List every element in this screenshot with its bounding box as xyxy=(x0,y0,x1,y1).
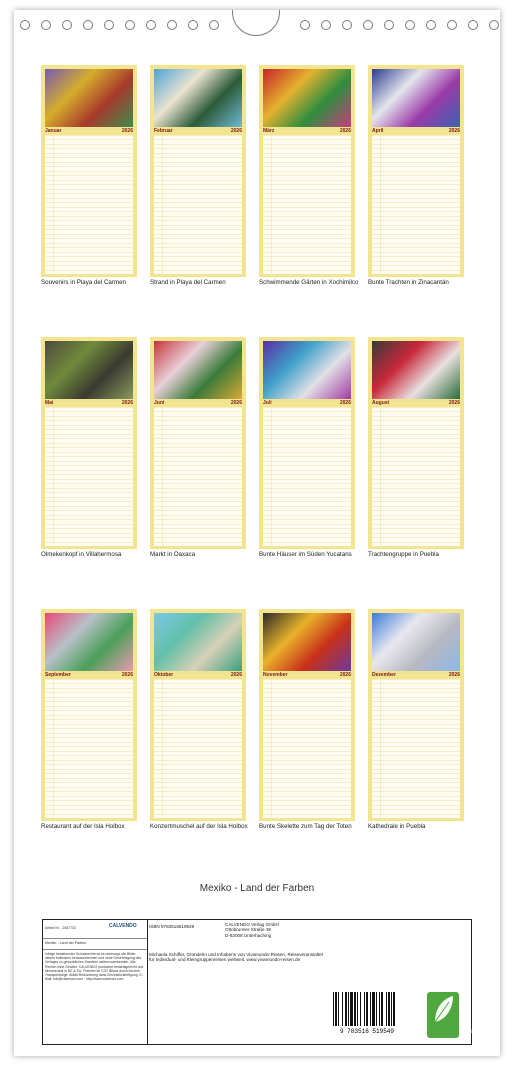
month-header xyxy=(372,672,460,678)
eco-label: eco xyxy=(470,1029,480,1035)
month-photo xyxy=(372,69,460,127)
isbn: ISBN 9783516519549 xyxy=(149,924,195,929)
barcode-bar xyxy=(381,992,383,1026)
binding-hole xyxy=(489,20,499,30)
month-page-3 xyxy=(259,65,355,277)
day-grid xyxy=(154,407,242,546)
binding-hole xyxy=(447,20,457,30)
barcode-bar xyxy=(366,992,368,1026)
month-header xyxy=(263,128,351,134)
binding-hole xyxy=(146,20,156,30)
photo-caption: Restaurant auf der Isla Holbox xyxy=(41,823,125,830)
barcode-bar xyxy=(364,992,365,1026)
month-page-9 xyxy=(41,609,137,821)
month-photo xyxy=(372,613,460,671)
month-header xyxy=(154,400,242,406)
day-grid xyxy=(263,679,351,818)
month-photo xyxy=(154,613,242,671)
binding-hole xyxy=(188,20,198,30)
photo-caption: Strand in Playa del Carmen xyxy=(150,279,226,286)
day-grid xyxy=(154,679,242,818)
binding-hole xyxy=(20,20,30,30)
month-year: 2026 xyxy=(121,672,133,678)
publisher-line: CALVENDO Verlag GmbH xyxy=(225,922,279,927)
barcode-bar xyxy=(348,992,349,1026)
photo-caption: Souvenirs in Playa del Carmen xyxy=(41,279,126,286)
month-header xyxy=(263,400,351,406)
month-year: 2026 xyxy=(121,400,133,406)
barcode-bar xyxy=(360,992,361,1026)
month-photo xyxy=(45,613,133,671)
month-year: 2026 xyxy=(230,672,242,678)
binding-hole xyxy=(342,20,352,30)
month-name: Februar xyxy=(154,128,173,134)
binding-hole xyxy=(41,20,51,30)
month-name: August xyxy=(372,400,390,406)
calendar-title: Mexiko - Land der Farben xyxy=(199,883,315,894)
month-year: 2026 xyxy=(448,400,460,406)
binding-hole xyxy=(167,20,177,30)
author-description: Michaela Schiffer, Gründerin und Inhaberin von Vivamundo-Reisen, Reiseveranstalter für Individual- und Kleingruppenreisen weltweit. www.vivamundo-reisen.de xyxy=(149,952,324,963)
legal-text: Infolge bestehender Schutzrechte ist es untersagt, die Bilder dieses Kalenders herauszutrennen und ohne Genehmigung des Verlages zu gewerblichen Zwecken weiterzuverwenden. Alle Rechte ohne Gewähr. CALVENDO produziert bedarfsgerecht und klimaneutral in DE & EU. Preisfrei im CO2 Bilanz durch kürzere Transportwege. Abfall-Reduzierung dank Einzelstückfertigung. E-Mail: info@calvendo.com · http://www.calvendo.com xyxy=(45,952,144,982)
publisher-address xyxy=(225,922,279,938)
calvendo-logo: CALVENDO xyxy=(109,923,137,929)
photo-caption: Kathedrale in Puebla xyxy=(368,823,426,830)
month-page-2 xyxy=(150,65,246,277)
article-row xyxy=(43,920,147,939)
barcode xyxy=(329,990,405,1034)
barcode-bar xyxy=(376,992,377,1026)
subtitle-row: Mexiko - Land der Farben xyxy=(43,938,147,950)
barcode-bar xyxy=(335,992,337,1026)
month-name: Dezember xyxy=(372,672,396,678)
calendar-sheet xyxy=(14,10,500,1056)
barcode-bar xyxy=(393,992,395,1026)
binding-hole xyxy=(363,20,373,30)
product-info-footer xyxy=(42,919,480,1045)
month-photo xyxy=(45,341,133,399)
month-header xyxy=(45,672,133,678)
article-number: Artikel Nr. : 2087733 xyxy=(45,926,76,930)
month-header xyxy=(45,400,133,406)
barcode-bar xyxy=(370,992,371,1026)
month-name: Mai xyxy=(45,400,54,406)
month-header xyxy=(154,672,242,678)
day-grid xyxy=(263,407,351,546)
month-header xyxy=(372,400,460,406)
eco-badge xyxy=(427,992,480,1038)
month-page-4 xyxy=(368,65,464,277)
month-year: 2026 xyxy=(448,672,460,678)
barcode-bar xyxy=(372,992,375,1026)
month-year: 2026 xyxy=(339,400,351,406)
binding-hole xyxy=(83,20,93,30)
month-header xyxy=(45,128,133,134)
binding-hole xyxy=(468,20,478,30)
barcode-number: 9 783516 519549 xyxy=(339,1028,394,1035)
barcode-bar xyxy=(350,992,353,1026)
day-grid xyxy=(372,135,460,274)
month-name: Januar xyxy=(45,128,62,134)
barcode-bar xyxy=(391,992,392,1026)
binding-hole xyxy=(125,20,135,30)
binding-hole xyxy=(321,20,331,30)
month-page-5 xyxy=(41,337,137,549)
month-year: 2026 xyxy=(339,672,351,678)
month-name: Oktober xyxy=(154,672,174,678)
day-grid xyxy=(263,135,351,274)
month-name: September xyxy=(45,672,71,678)
month-header xyxy=(372,128,460,134)
barcode-bar xyxy=(338,992,339,1026)
month-year: 2026 xyxy=(230,400,242,406)
month-name: Juli xyxy=(263,400,272,406)
month-photo xyxy=(263,69,351,127)
month-photo xyxy=(45,69,133,127)
month-year: 2026 xyxy=(448,128,460,134)
photo-caption: Trachtengruppe in Puebla xyxy=(368,551,439,558)
photo-caption: Olmekenkopf in Villahermosa xyxy=(41,551,122,558)
photo-caption: Bunte Trachten in Zinacantán xyxy=(368,279,449,286)
barcode-bar xyxy=(388,992,390,1026)
binding-hole xyxy=(104,20,114,30)
footer-left-column xyxy=(43,920,148,1044)
month-photo xyxy=(372,341,460,399)
binding-hole xyxy=(209,20,219,30)
barcode-bar xyxy=(386,992,387,1026)
photo-caption: Bunte Häuser im Süden Yucatans xyxy=(259,551,352,558)
month-page-10 xyxy=(150,609,246,821)
month-header xyxy=(154,128,242,134)
publisher-line: Ottobrunner Straße 39 xyxy=(225,927,271,933)
day-grid xyxy=(45,407,133,546)
month-page-7 xyxy=(259,337,355,549)
day-grid xyxy=(372,679,460,818)
binding-hole xyxy=(62,20,72,30)
month-name: März xyxy=(263,128,275,134)
binding-hole xyxy=(405,20,415,30)
month-page-8 xyxy=(368,337,464,549)
leaf-icon xyxy=(427,992,459,1026)
barcode-bar xyxy=(379,992,380,1026)
month-header xyxy=(263,672,351,678)
month-name: November xyxy=(263,672,288,678)
month-photo xyxy=(154,341,242,399)
month-photo xyxy=(263,613,351,671)
barcode-bar xyxy=(345,992,347,1026)
barcode-bar xyxy=(333,992,334,1026)
day-grid xyxy=(372,407,460,546)
month-name: Juni xyxy=(154,400,165,406)
month-photo xyxy=(154,69,242,127)
photo-caption: Schwimmende Gärten in Xochimilco xyxy=(259,279,359,286)
day-grid xyxy=(154,135,242,274)
month-name: April xyxy=(372,128,384,134)
barcode-bar xyxy=(357,992,358,1026)
day-grid xyxy=(45,679,133,818)
month-photo xyxy=(263,341,351,399)
photo-caption: Bunte Skelette zum Tag der Toten xyxy=(259,823,352,830)
month-year: 2026 xyxy=(121,128,133,134)
month-year: 2026 xyxy=(339,128,351,134)
photo-caption: Konzertmuschel auf der Isla Holbox xyxy=(150,823,248,830)
barcode-bar xyxy=(342,992,343,1026)
month-page-6 xyxy=(150,337,246,549)
binding-hole xyxy=(426,20,436,30)
binding-hole xyxy=(384,20,394,30)
month-page-12 xyxy=(368,609,464,821)
photo-caption: Markt in Oaxaca xyxy=(150,551,196,558)
month-page-1 xyxy=(41,65,137,277)
month-page-11 xyxy=(259,609,355,821)
month-year: 2026 xyxy=(230,128,242,134)
barcode-bar xyxy=(354,992,356,1026)
day-grid xyxy=(45,135,133,274)
binding-hole xyxy=(300,20,310,30)
publisher-line: D-82008 Unterhaching xyxy=(225,932,272,938)
